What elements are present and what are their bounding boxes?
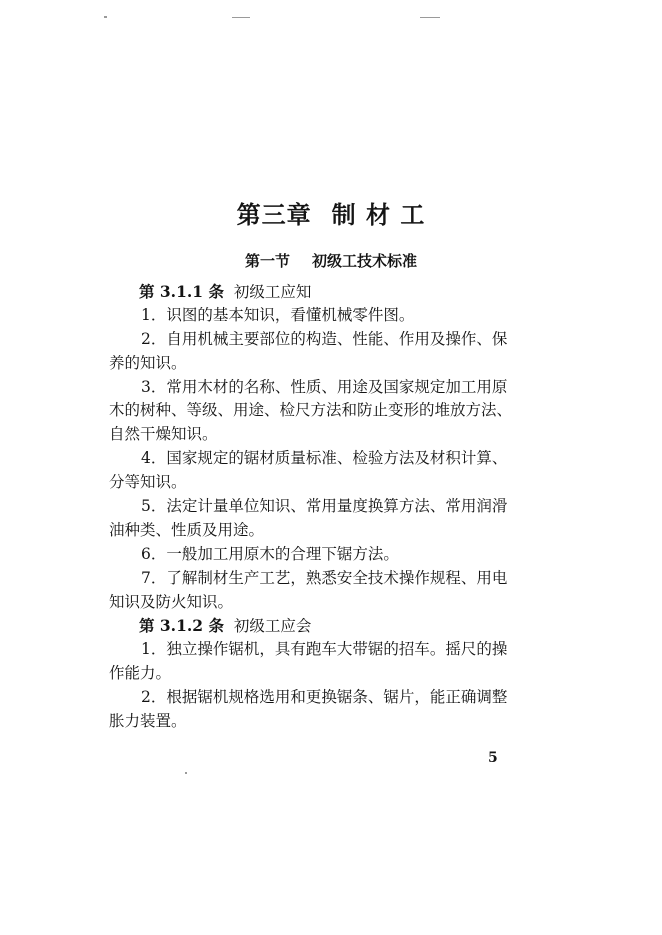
article-title: 初级工应会 xyxy=(233,617,312,636)
page-number: 5 xyxy=(488,750,498,766)
article-title: 初级工应知 xyxy=(233,283,312,301)
section-title xyxy=(0,250,662,271)
article-heading-1 xyxy=(109,280,527,304)
chapter-number: 第三章 xyxy=(236,200,312,229)
chapter-title xyxy=(0,195,662,230)
section-number: 第一节 xyxy=(244,252,290,270)
list-item: 4．国家规定的锯材质量标准、检验方法及材积计算、 xyxy=(141,449,508,468)
list-item: 5．法定计量单位知识、常用量度换算方法、常用润滑 xyxy=(141,497,508,516)
list-item: 1．独立操作锯机，具有跑车大带锯的招车。摇尺的操 xyxy=(141,640,508,659)
scan-speck xyxy=(232,17,250,18)
list-item-continuation: 自然干燥知识。 xyxy=(109,425,218,444)
list-item-continuation: 油种类、性质及用途。 xyxy=(109,520,265,539)
chapter-name: 制 材 工 xyxy=(331,200,426,229)
list-item-continuation: 胀力装置。 xyxy=(109,712,187,731)
article-2-items xyxy=(109,638,527,734)
article-label: 第 3.1.1 条 xyxy=(139,282,224,301)
list-item-continuation: 作能力。 xyxy=(109,664,172,683)
list-item: 1．识图的基本知识，看懂机械零件图。 xyxy=(141,305,415,324)
list-item: 6．一般加工用原木的合理下锯方法。 xyxy=(141,544,399,563)
article-label: 第 3.1.2 条 xyxy=(139,616,224,636)
list-item: 2．根据锯机规格选用和更换锯条、锯片，能正确调整 xyxy=(141,688,508,707)
body-text xyxy=(109,280,527,734)
list-item: 2．自用机械主要部位的构造、性能、作用及操作、保 xyxy=(141,329,508,348)
scan-speck xyxy=(420,17,440,18)
article-heading-2 xyxy=(109,614,527,638)
scan-speck xyxy=(104,16,107,18)
list-item-continuation: 知识及防火知识。 xyxy=(109,592,234,611)
list-item: 3．常用木材的名称、性质、用途及国家规定加工用原 xyxy=(141,377,508,396)
list-item: 7．了解制材生产工艺，熟悉安全技术操作规程、用电 xyxy=(141,568,508,587)
section-name: 初级工技术标准 xyxy=(312,252,418,270)
list-item-continuation: 养的知识。 xyxy=(109,353,187,372)
list-item-continuation: 分等知识。 xyxy=(109,473,187,492)
list-item-continuation: 木的树种、等级、用途、检尺方法和防止变形的堆放方法、 xyxy=(109,401,513,420)
scan-speck xyxy=(185,772,187,774)
article-1-items xyxy=(109,304,527,615)
